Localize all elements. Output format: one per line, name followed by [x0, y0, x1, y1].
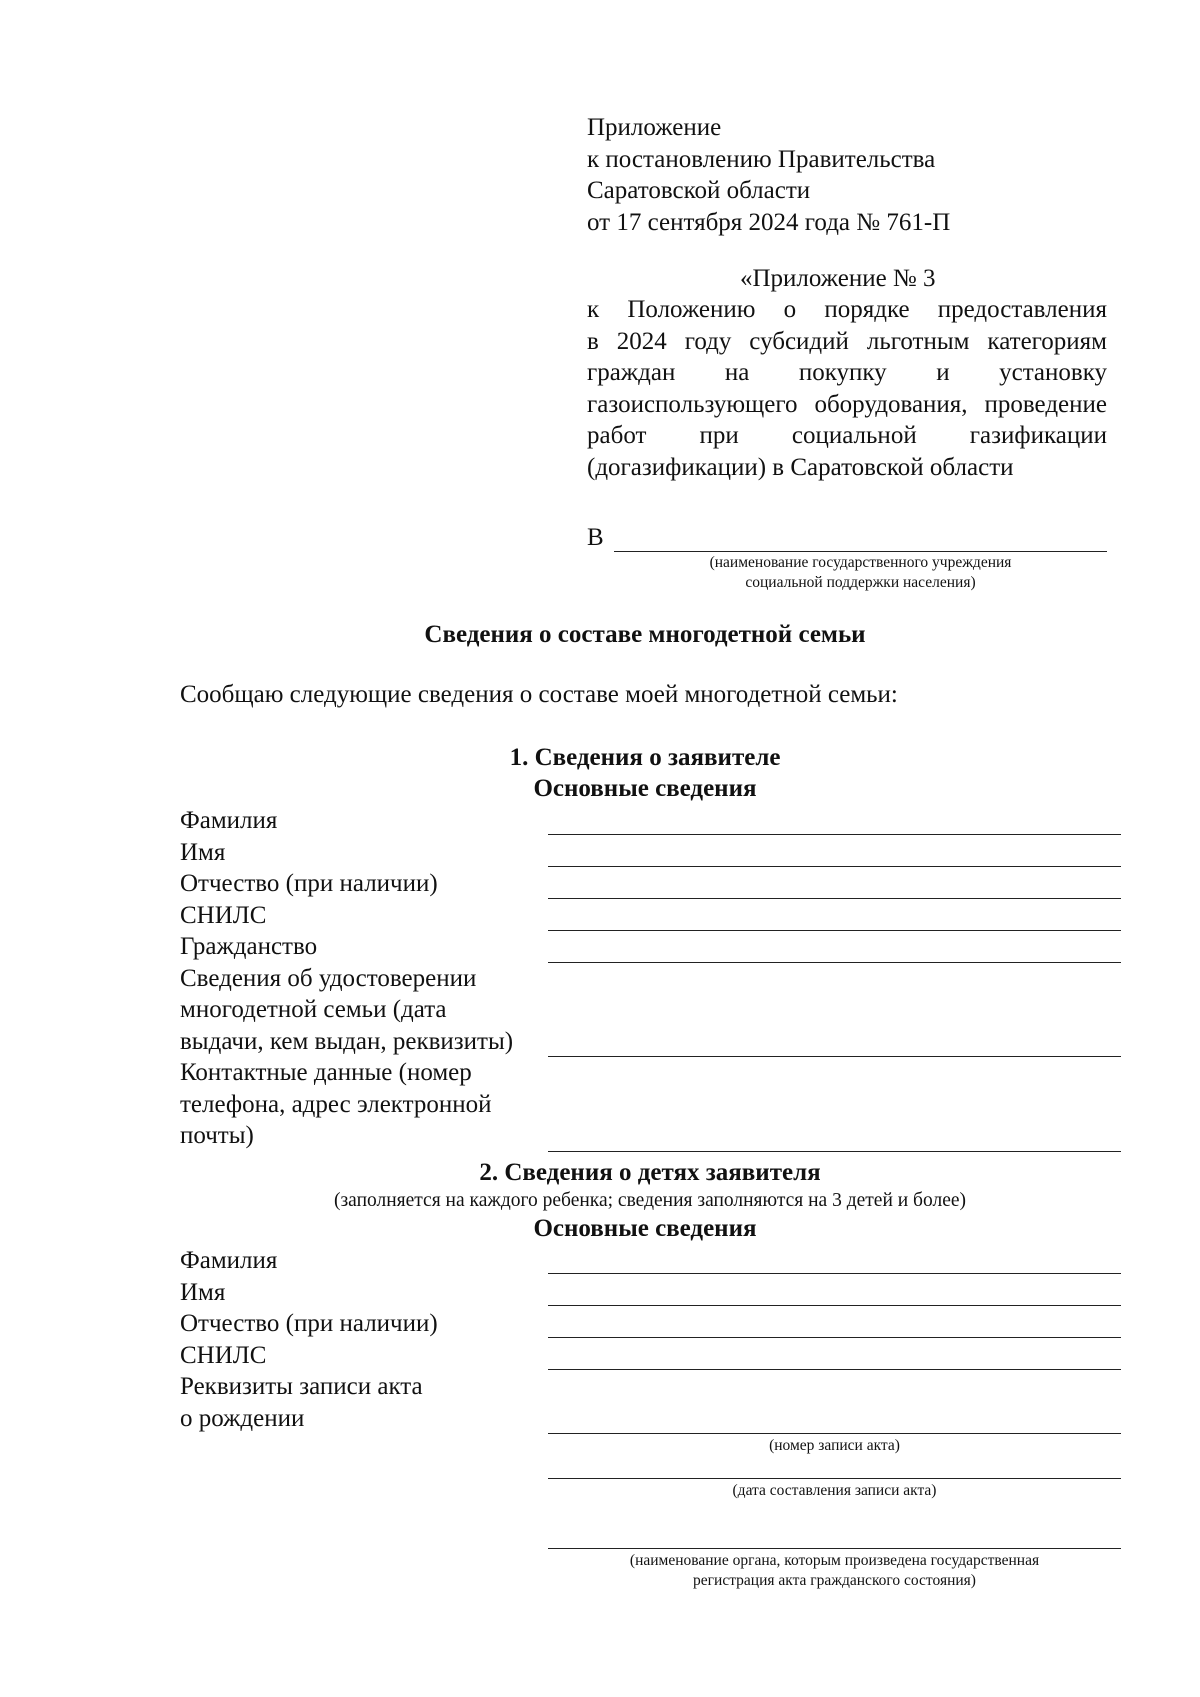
authority-caption-line: (наименование органа, которым произведена государственная [629, 1552, 1040, 1569]
child-label-patronymic: Отчество (при наличии) [180, 1310, 438, 1337]
section2-subheading: Основные сведения [533, 1215, 757, 1242]
section1-fields [180, 805, 513, 1152]
appendix-line: от 17 сентября 2024 года № 761-П [587, 208, 951, 236]
appendix3-line: (догазификации) в Саратовской области [587, 453, 1014, 481]
field-label-citizenship: Гражданство [180, 933, 318, 960]
snils-input-line[interactable] [548, 930, 1121, 931]
field-label-contacts: Контактные данные (номер [180, 1059, 472, 1086]
child-label-snils: СНИЛС [180, 1341, 267, 1369]
section2-heading: 2. Сведения о детях заявителя [479, 1159, 821, 1186]
appendix-line: к постановлению Правительства [587, 145, 936, 173]
field-label-snils: СНИЛС [180, 901, 267, 929]
contacts-input-line[interactable] [548, 1151, 1121, 1152]
surname-input-line[interactable] [548, 834, 1121, 835]
recipient-field-line[interactable] [614, 551, 1107, 552]
section2-note: (заполняется на каждого ребенка; сведения заполняются на 3 детей и более) [333, 1190, 967, 1211]
authority-caption [548, 1551, 1121, 1591]
act-date-caption: (дата составления записи акта) [732, 1482, 937, 1499]
patronymic-input-line[interactable] [548, 898, 1121, 899]
appendix3-line: граждан на покупку и установку [587, 359, 1107, 386]
field-label-certificate: многодетной семьи (дата [180, 996, 447, 1023]
field-label-certificate: Сведения об удостоверении [180, 964, 477, 992]
intro-text: Сообщаю следующие сведения о составе моей многодетной семьи: [180, 681, 898, 708]
child-label-surname: Фамилия [180, 1247, 278, 1274]
field-label-surname: Фамилия [180, 807, 278, 834]
child-name-input-line[interactable] [548, 1305, 1121, 1306]
child-label-birth-record: о рождении [180, 1404, 305, 1432]
authority-input-line[interactable] [548, 1548, 1121, 1549]
recipient-caption-line: социальной поддержки населения) [745, 574, 976, 591]
child-label-birth-record: Реквизиты записи акта [180, 1373, 423, 1400]
appendix3-text [587, 294, 1107, 483]
act-date-input-line[interactable] [548, 1478, 1121, 1479]
section1-heading: 1. Сведения о заявителе [509, 744, 781, 771]
act-number-input-line[interactable] [548, 1433, 1121, 1434]
section1-subheading: Основные сведения [533, 775, 757, 802]
child-surname-input-line[interactable] [548, 1273, 1121, 1274]
child-snils-input-line[interactable] [548, 1369, 1121, 1370]
certificate-input-line[interactable] [548, 1056, 1121, 1057]
field-label-patronymic: Отчество (при наличии) [180, 870, 438, 897]
recipient-prefix: В [587, 524, 604, 551]
appendix3-line: в 2024 году субсидий льготным категориям [587, 327, 1107, 355]
child-patronymic-input-line[interactable] [548, 1337, 1121, 1338]
appendix3-line: к Положению о порядке предоставления [587, 296, 1107, 323]
act-number-caption: (номер записи акта) [769, 1437, 900, 1454]
name-input-line[interactable] [548, 866, 1121, 867]
document-title: Сведения о составе многодетной семьи [424, 621, 866, 648]
field-label-contacts: почты) [180, 1122, 254, 1149]
authority-caption-line: регистрация акта гражданского состояния) [693, 1572, 976, 1589]
section2-fields [180, 1245, 438, 1434]
appendix3-line: работ при социальной газификации [587, 422, 1107, 449]
appendix3-title: «Приложение № 3 [740, 265, 936, 292]
citizenship-input-line[interactable] [548, 962, 1121, 963]
appendix-line: Приложение [587, 114, 722, 141]
field-label-certificate: выдачи, кем выдан, реквизиты) [180, 1027, 514, 1055]
child-label-name: Имя [180, 1278, 226, 1306]
appendix3-line: газоиспользующего оборудования, проведение [587, 390, 1107, 418]
field-label-name: Имя [180, 838, 226, 866]
appendix-line: Саратовской области [587, 177, 811, 204]
recipient-caption [614, 553, 1107, 593]
recipient-caption-line: (наименование государственного учреждения [709, 554, 1012, 571]
field-label-contacts: телефона, адрес электронной [180, 1090, 492, 1118]
appendix-header [587, 112, 950, 238]
